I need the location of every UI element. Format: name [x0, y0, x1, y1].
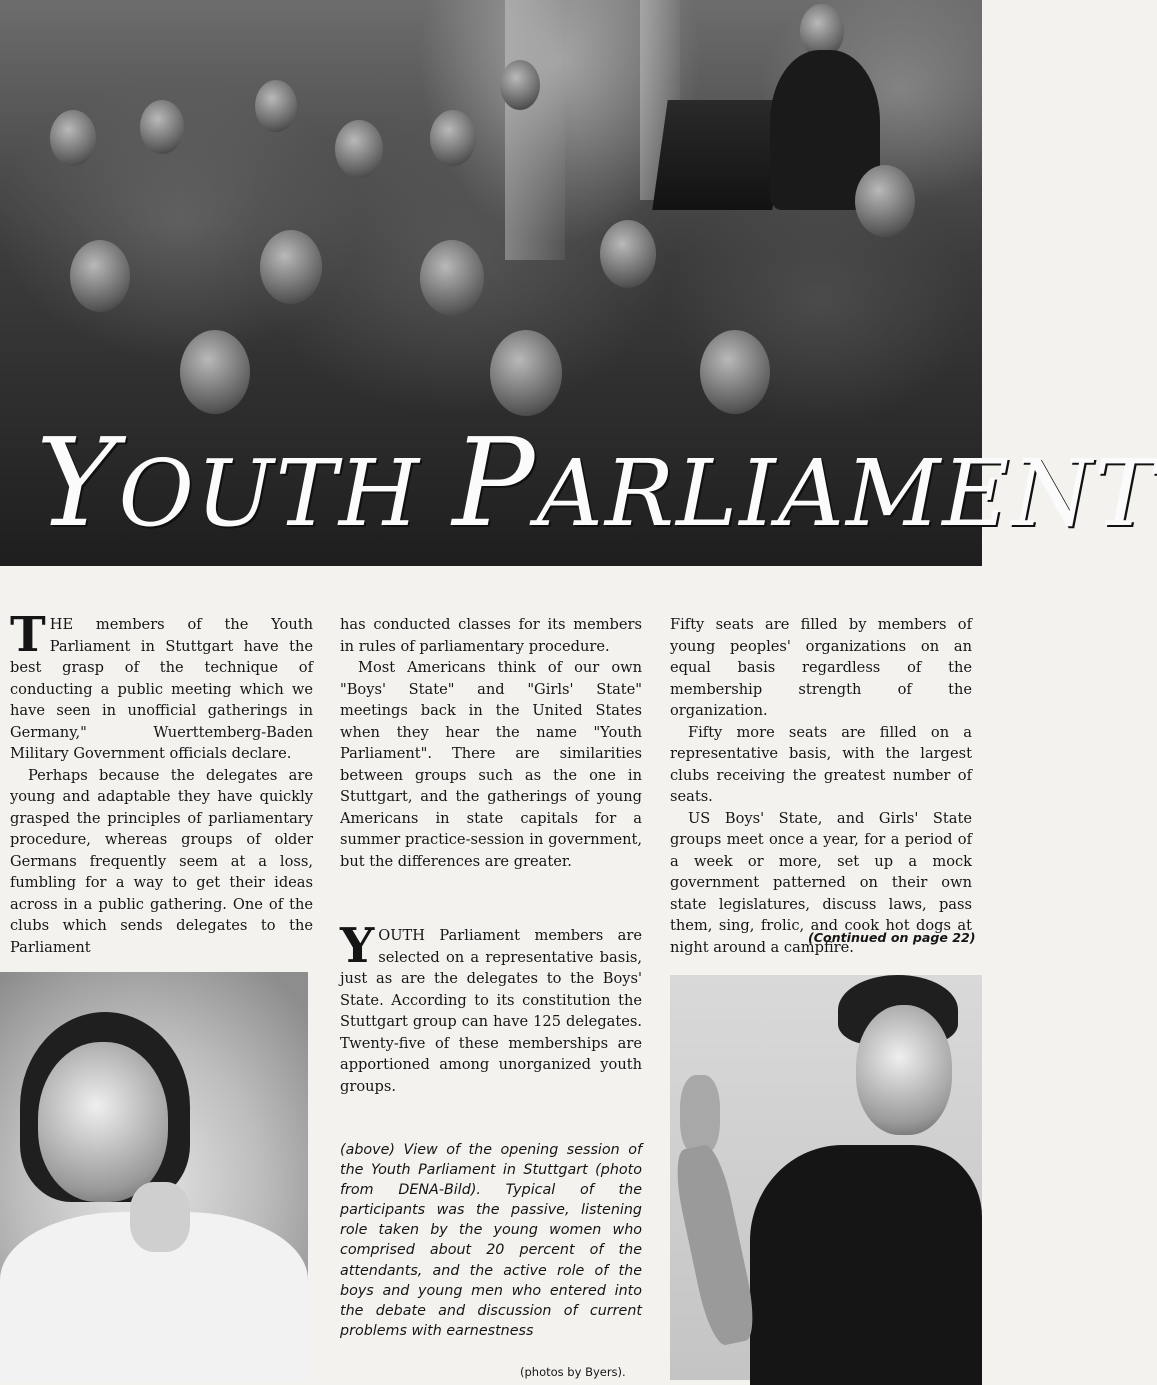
hall-pillar — [505, 0, 565, 260]
column-2 — [340, 614, 642, 872]
paragraph: YOUTH Parliament members are selected on a representative basis, just as are the delegates to the Boys' State. According to its constitution the Stuttgart group can have 125 delegates. Twenty-five of these memberships are apportioned among unorganized youth groups. — [340, 918, 642, 1095]
audience-head — [430, 110, 476, 166]
face — [38, 1042, 168, 1202]
column-2-section — [340, 918, 642, 1097]
continued-note: (Continued on page 22) — [808, 930, 976, 945]
raised-hand — [680, 1075, 720, 1155]
photo-caption: (above) View of the opening session of the Youth Parliament in Stuttgart (photo from DENA-Bild). Typical of the participants was the passive, listening role taken by the young women who comprised about 20 percent of the attendants, and the active role of the boys and young men who entered into the debate and discussion of current problems with earnestness — [340, 1142, 642, 1339]
audience-head — [70, 240, 130, 312]
audience-head — [50, 110, 96, 166]
audience-head — [260, 230, 322, 304]
lectern — [652, 100, 787, 210]
header-photo-parliament-session — [0, 0, 1157, 566]
audience-head — [700, 330, 770, 414]
column-1 — [10, 607, 313, 958]
photo-young-woman — [0, 972, 308, 1380]
column-3 — [670, 614, 972, 958]
paragraph: Fifty more seats are filled on a representative basis, with the largest clubs receiving the greatest number of seats. — [670, 723, 972, 805]
audience-head — [490, 330, 562, 416]
photo-young-man-speaking — [670, 975, 982, 1380]
audience-head — [420, 240, 484, 316]
photo-credit: (photos by Byers). — [520, 1365, 626, 1379]
paragraph: THE members of the Youth Parliament in Stuttgart have the best grasp of the technique of conducting a public meeting which we have seen in unofficial gatherings in Germany," Wuerttemberg-Baden Military Government officials declare. — [10, 607, 313, 762]
drop-cap: Y — [340, 918, 375, 974]
audience-head — [180, 330, 250, 414]
hand — [130, 1182, 190, 1252]
raised-arm — [670, 1142, 760, 1348]
audience-head — [855, 165, 915, 237]
audience-head — [255, 80, 297, 132]
paragraph: Fifty seats are filled by members of young peoples' organizations on an equal basis regardless of the membership strength of the organization. — [670, 616, 972, 719]
paragraph: Perhaps because the delegates are young and adaptable they have quickly grasped the principles of parliamentary procedure, whereas groups of older Germans frequently seem at a loss, fumbling for a way to get their ideas across in a public gathering. One of the clubs which sends delegates to the Parliament — [10, 766, 313, 956]
audience-head — [500, 60, 540, 110]
dark-shirt — [750, 1145, 982, 1385]
paragraph: Most Americans think of our own "Boys' State" and "Girls' State" meetings back in the United States when they hear the name "Youth Parliament". There are similarities between groups such as the one in Stuttgart, and the gatherings of young Americans in state capitals for a summer practice-session in government, but the differences are greater. — [340, 659, 642, 870]
audience-head — [140, 100, 184, 154]
audience-head — [600, 220, 656, 288]
audience-head — [335, 120, 383, 178]
face — [856, 1005, 952, 1135]
paragraph: US Boys' State, and Girls' State groups meet once a year, for a period of a week or more, set up a mock government patterned on their own state legislatures, discuss laws, pass them, sing, frolic, and cook hot dogs at night around a campfire. — [670, 809, 972, 956]
article-title: YOUTH PARLIAMENT — [36, 412, 1157, 554]
paragraph: has conducted classes for its members in rules of parliamentary procedure. — [340, 616, 642, 655]
drop-cap: T — [10, 607, 46, 663]
